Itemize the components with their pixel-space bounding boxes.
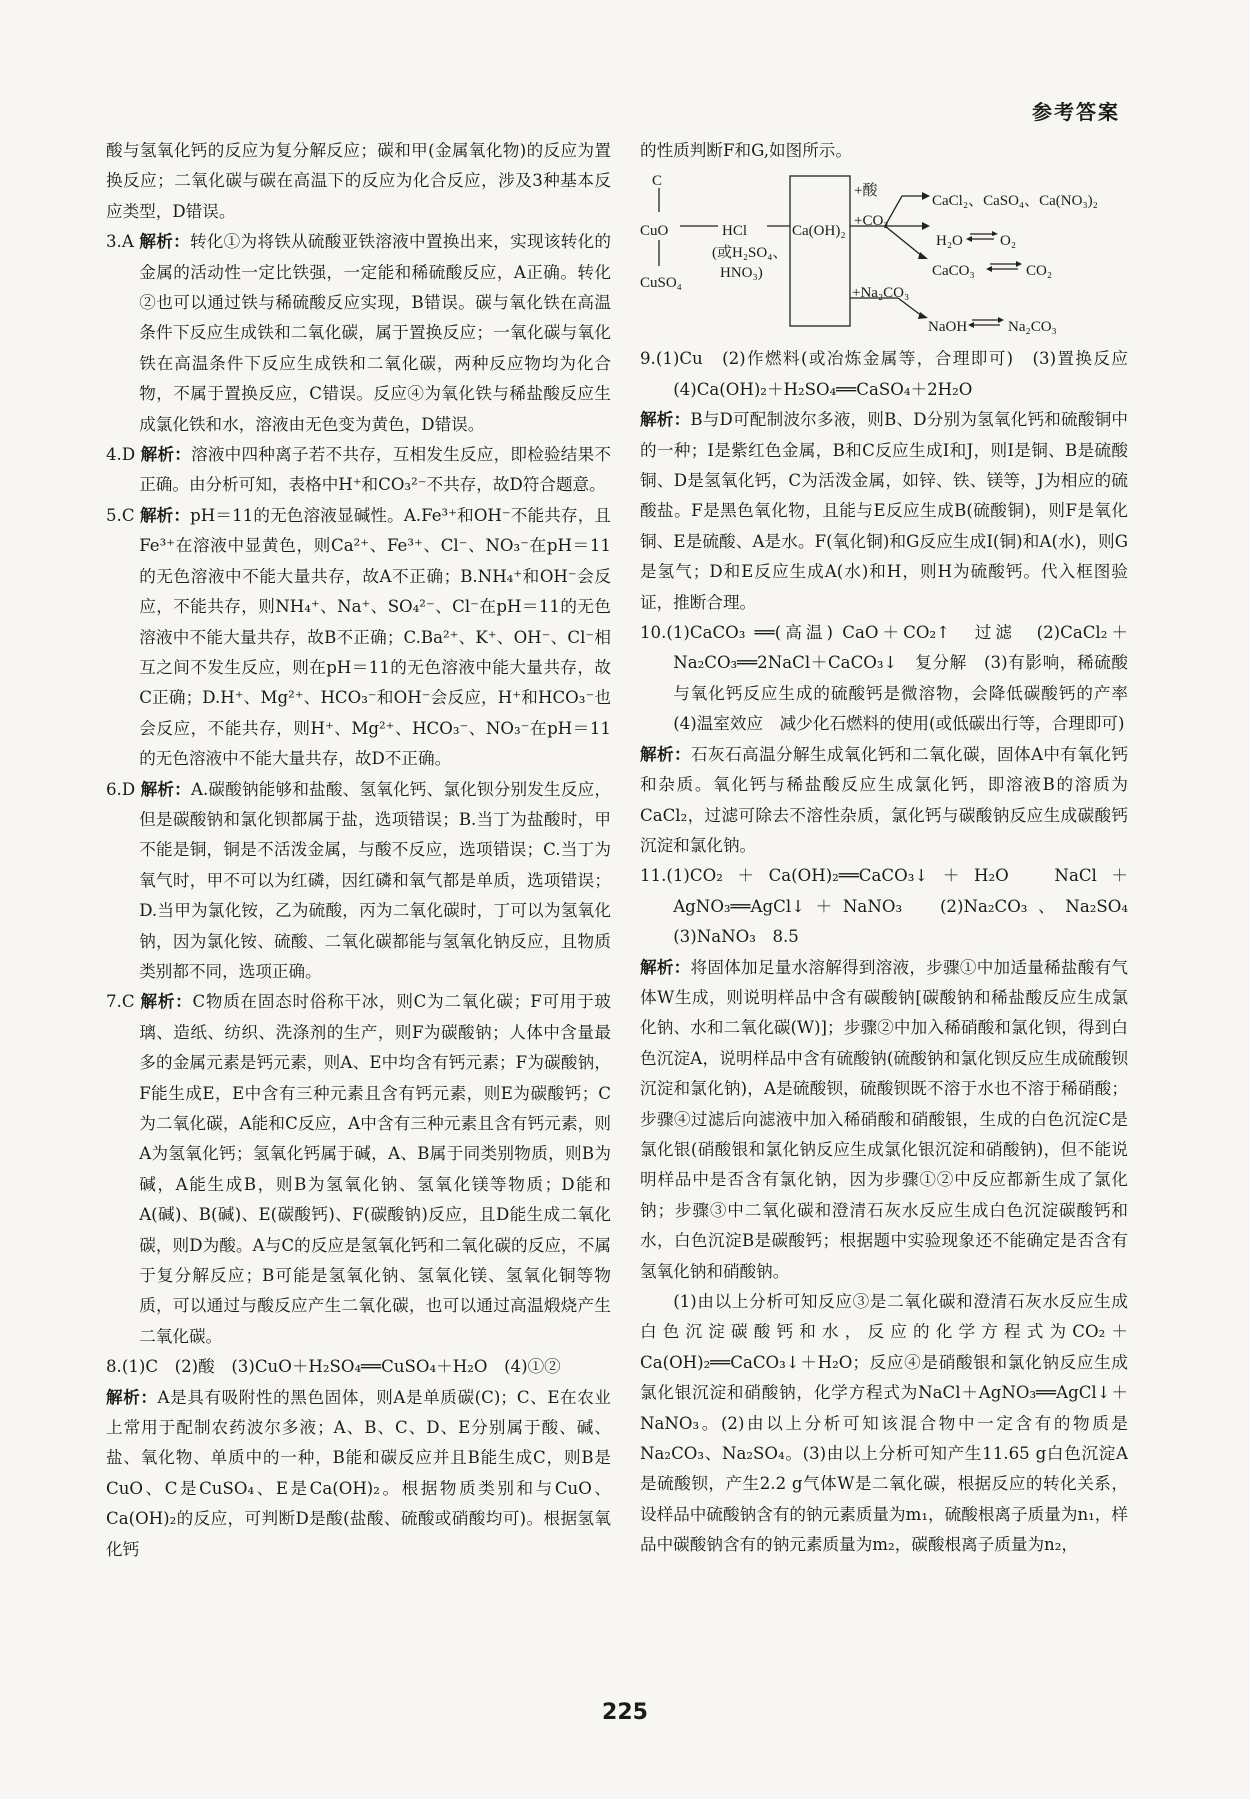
analysis-text: A是具有吸附性的黑色固体，则A是单质碳(C)；C、E在农业上常用于配制农药波尔多液；A、B、C、D、E分别属于酸、碱、盐、氧化物、单质中的一种，B能和碳反应并且B能生成C，则B是CuO、C是CuSO₄、E是Ca(OH)₂。根据物质类别和与CuO、Ca(OH)₂的反应，可判断D是酸(盐酸、硫酸或硝酸均可)。根据氢氧化钙 [106,1387,611,1559]
continued-paragraph [640,136,1128,166]
node-h2o: H₂O [936,233,963,250]
node-cuso4: CuSO₄ [640,275,682,292]
analysis-text: A.碳酸钠能够和盐酸、氢氧化钙、氯化钡分别发生反应，但是碳酸钠和氯化钡都属于盐，选项错误；B.当丁为盐酸时，甲不能是铜，铜是不活泼金属，与酸不反应，选项错误；C.当丁为氧气时，甲不可以为红磷，因红磷和氧气都是单质，选项错误；D.当甲为氯化铵，乙为硫酸，丙为二氧化碳时，丁可以为氢氧化钠，因为氯化铵、硫酸、二氧化碳都能与氢氧化钠反应，且物质类别都不同，选项正确。 [139,779,612,981]
answer-9 [640,344,1145,405]
answer-11-analysis [640,953,1128,1287]
paragraph-text: 酸与氢氧化钙的反应为复分解反应；碳和甲(金属氧化物)的反应为置换反应；二氧化碳与碳在高温下的反应为化合反应，涉及3种基本反应类型，D错误。 [106,141,611,221]
reaction-diagram [640,166,1128,344]
answer-3 [106,227,611,440]
node-o2: O₂ [1000,233,1017,250]
page-number: 225 [602,1700,648,1725]
node-naoh: NaOH [928,319,968,336]
question-number: 8. [106,1357,122,1377]
analysis-text: 溶液中四种离子若不共存，互相发生反应，即检验结果不正确。由分析可知，表格中H⁺和CO₃²⁻不共存，故D符合题意。 [139,445,612,495]
node-cuo: CuO [640,223,669,240]
label-add-acid: +酸 [854,183,878,200]
answer-text: (1)C (2)酸 (3)CuO＋H₂SO₄══CuSO₄＋H₂O (4)①② [121,1357,561,1377]
analysis-text: 将固体加足量水溶解得到溶液，步骤①中加适量稀盐酸有气体W生成，则说明样品中含有碳酸钠[碳酸钠和稀盐酸反应生成氯化钠、水和二氧化碳(W)]；步骤②中加入稀硝酸和氯化钡，得到白色沉淀A，说明样品中含有硫酸钠(硫酸钠和氯化钡反应生成硫酸钡沉淀和氯化钠)，A是硫酸钡，硫酸钡既不溶于水也不溶于稀硝酸；步骤④过滤后向滤液中加入稀硝酸和硝酸银，生成的白色沉淀C是氯化银(硝酸银和氯化钠反应生成氯化银沉淀和硝酸钠)，但不能说明样品中是否含有氯化钠，因为步骤①②中反应都新生成了氯化钠；步骤③中二氧化碳和澄清石灰水反应生成白色沉淀碳酸钙和水，白色沉淀B是碳酸钙；根据题中实验现象还不能确定是否含有氢氧化钠和硝酸钠。 [640,957,1129,1281]
question-number: 4.D [106,445,136,465]
answer-6 [106,775,611,988]
question-number: 5.C [106,505,135,525]
answer-5 [106,501,611,775]
answer-7 [106,987,611,1352]
question-number: 7.C [106,992,135,1012]
analysis-label: 解析： [140,779,191,799]
analysis-label: 解析： [640,957,691,977]
question-number: 10. [640,623,667,643]
analysis-text: 转化①为将铁从硫酸亚铁溶液中置换出来，实现该转化的金属的活动性一定比铁强，一定能和稀硫酸反应，A正确。转化②也可以通过铁与稀硫酸反应实现，B错误。碳与氧化铁在高温条件下反应生成铁和二氧化碳，属于置换反应；一氧化碳与氧化铁在高温条件下反应生成铁和二氧化碳，两种反应物均为化合物，不属于置换反应，C错误。反应④为氧化铁与稀盐酸反应生成氯化铁和水，溶液由无色变为黄色，D错误。 [139,232,612,434]
analysis-text: pH＝11的无色溶液显碱性。A.Fe³⁺和OH⁻不能共存，且Fe³⁺在溶液中显黄色，则Ca²⁺、Fe³⁺、Cl⁻、NO₃⁻在pH＝11的无色溶液中不能大量共存，故A不正确；B.NH₄⁺和OH⁻会反应，不能共存，则NH₄⁺、Na⁺、SO₄²⁻、Cl⁻在pH＝11的无色溶液中不能大量共存，故B不正确；C.Ba²⁺、K⁺、OH⁻、Cl⁻相互之间不发生反应，则在pH＝11的无色溶液中能大量共存，故C正确；D.H⁺、Mg²⁺、HCO₃⁻和OH⁻会反应，H⁺和HCO₃⁻也会反应，不能共存，则H⁺、Mg²⁺、HCO₃⁻、NO₃⁻在pH＝11的无色溶液中不能大量共存，故D不正确。 [139,505,612,769]
answer-10-analysis [640,740,1128,862]
analysis-label: 解析： [140,992,193,1012]
paragraph-text: 的性质判断F和G,如图所示。 [640,141,852,160]
label-add-na2co3: +Na₂CO₃ [852,285,910,302]
left-column [106,136,611,1565]
node-hcl: HCl [722,223,748,240]
analysis-label: 解析： [139,232,190,252]
label-add-co2: +CO₂ [854,213,889,230]
answer-11-detail [640,1287,1128,1561]
node-caoh2: Ca(OH)₂ [792,223,846,240]
answer-10 [640,618,1145,740]
analysis-text: B与D可配制波尔多液，则B、D分别为氢氧化钙和硫酸铜中的一种；I是紫红色金属，B和C反应生成I和J，则I是铜、B是硫酸铜、D是氢氧化钙，C为活泼金属，如锌、铁、镁等，J为相应的硫酸盐。F是黑色氧化物，且能与E反应生成B(硫酸铜)，则F是氧化铜、E是硫酸、A是水。F(氧化铜)和G反应生成I(铜)和A(水)，则G是氢气；D和E反应生成A(水)和H，则H为硫酸钙。代入框图验证，推断合理。 [640,410,1128,612]
analysis-text: C物质在固态时俗称干冰，则C为二氧化碳；F可用于玻璃、造纸、纺织、洗涤剂的生产，则F为碳酸钠；人体中含量最多的金属元素是钙元素，则A、E中均含有钙元素；F为碳酸钠，F能生成E，E中含有三种元素且含有钙元素，则E为碳酸钙；C为二氧化碳，A能和C反应，A中含有三种元素且含有钙元素，则A为氢氧化钙；氢氧化钙属于碱，A、B属于同类别物质，则B为碱，A能生成B，则B为氢氧化钠、氢氧化镁等物质；D能和A(碱)、B(碱)、E(碳酸钙)、F(碳酸钠)反应，且D能生成二氧化碳，则D为酸。A与C的反应是氢氧化钙和二氧化碳的反应，不属于复分解反应；B可能是氢氧化钠、氢氧化镁、氢氧化铜等物质，可以通过与酸反应产生二氧化碳，也可以通过高温煅烧产生二氧化碳。 [139,992,612,1346]
answer-paragraph [106,136,611,227]
question-number: 3.A [106,232,134,252]
node-hcl-note-1: (或H₂SO₄、 [712,245,788,262]
analysis-text: 石灰石高温分解生成氧化钙和二氧化碳，固体A中有氧化钙和杂质。氧化钙与稀盐酸反应生成氯化钙，即溶液B的溶质为CaCl₂，过滤可除去不溶性杂质，氯化钙与碳酸钠反应生成碳酸钙沉淀和氯化钠。 [640,744,1129,855]
answer-text: (1)CaCO₃ ══(高温) CaO＋CO₂↑ 过滤 (2)CaCl₂＋Na₂CO₃══2NaCl＋CaCO₃↓ 复分解 (3)有影响，稀硫酸与氧化钙反应生成的硫酸钙是微溶物，会降低碳酸钙的产率 (4)温室效应 减少化石燃料的使用(或低碳出行等，合理即可) [666,623,1145,734]
node-caco3: CaCO₃ [932,263,975,280]
answer-9-analysis [640,405,1128,618]
answer-8-analysis [106,1383,611,1565]
question-number: 9. [640,349,656,369]
answer-8 [106,1352,611,1382]
answer-text: (1)CO₂＋Ca(OH)₂══CaCO₃↓＋H₂O NaCl＋AgNO₃══AgCl↓＋NaNO₃ (2)Na₂CO₃、Na₂SO₄ (3)NaNO₃ 8.5 [666,866,1145,947]
question-number: 11. [640,866,667,886]
node-hcl-note-2: HNO₃) [720,265,763,282]
page-header-title: 参考答案 [1032,100,1120,124]
node-co2: CO₂ [1026,263,1053,280]
detail-text: (1)由以上分析可知反应③是二氧化碳和澄清石灰水反应生成白色沉淀碳酸钙和水，反应的化学方程式为CO₂＋Ca(OH)₂══CaCO₃↓＋H₂O；反应④是硝酸银和氯化钠反应生成氯化银沉淀和硝酸钠，化学方程式为NaCl＋AgNO₃══AgCl↓＋NaNO₃。(2)由以上分析可知该混合物中一定含有的物质是Na₂CO₃、Na₂SO₄。(3)由以上分析可知产生11.65 g白色沉淀A是硫酸钡，产生2.2 g气体W是二氧化碳，根据反应的转化关系，设样品中硫酸钠含有的钠元素质量为m₁，硫酸根离子质量为n₁，样品中碳酸钠含有的钠元素质量为m₂，碳酸根离子质量为n₂， [640,1292,1128,1555]
analysis-label: 解析： [140,445,192,465]
analysis-label: 解析： [640,410,691,430]
right-column [640,136,1145,1561]
node-calcium-salts: CaCl₂、CaSO₄、Ca(NO₃)₂ [932,193,1098,210]
question-number: 6.D [106,779,136,799]
node-c: C [652,173,663,190]
answer-text: (1)Cu (2)作燃料(或冶炼金属等，合理即可) (3)置换反应 (4)Ca(OH)₂＋H₂SO₄══CaSO₄＋2H₂O [655,349,1145,399]
answer-11 [640,861,1145,952]
analysis-label: 解析： [640,744,692,764]
answer-4 [106,440,611,501]
node-na2co3: Na₂CO₃ [1008,319,1057,336]
analysis-label: 解析： [139,505,191,525]
analysis-label: 解析： [106,1387,158,1407]
